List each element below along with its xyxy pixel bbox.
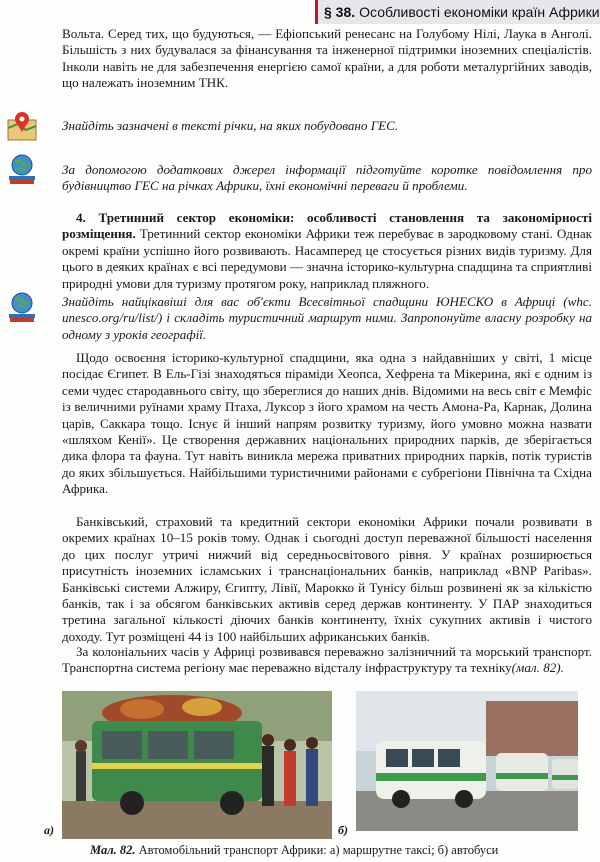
- task-unesco-route: Знайдіть найцікавіші для вас об'єкти Всесвітньої спадщини ЮНЕСКО в Африці (whc. unesco.org/ru/list/) і складіть туристичний маршрут ними. Запропонуйте власну розробку на одному з уроків географії.: [62, 294, 592, 342]
- section-4: [62, 210, 592, 292]
- photo-b-label: б): [338, 823, 348, 837]
- globe-books-icon: [6, 290, 40, 324]
- paragraph-banking: Банківський, страховий та кредитний сектори економіки Африки почали розвивати в окремих країнах 10–15 років тому. Однак і сьогодні доступ переважної більшості населення до цих послуг утричі нижчий від середньосвітового рівня. У країнах розширюється присутність іноземних ісламських і транснаціональних банків, наприклад «BNP Paribas». Банківські системи Алжиру, Єгипту, Лівії, Марокко й Тунісу більш розвинені як за кількістю банків, так і за обсягом банківських активів серед держав континенту. У ПАР знаходиться третина загальної кількості діючих банків континенту, їхніх сукупних активів і чистого доходу. Тут розміщені 44 із 100 найбільших африканських банків.: [62, 514, 592, 644]
- figure-reference: (мал. 82).: [511, 660, 564, 676]
- caption-text: Автомобільний транспорт Африки: а) маршрутне таксі; б) автобуси: [135, 843, 499, 857]
- figure-caption: [90, 843, 498, 858]
- section-header: [315, 0, 600, 24]
- section-4-text: Третинний сектор економіки Африки теж перебуває в зародковому стані. Однак окремі країни успішно його розвивають. Насамперед це стосується різних видів туризму. Для цього в деяких країнах є всі передумови — значна історико-культурна спадщина та сприятливі природні умови для туризму протягом року, наприклад пляжного.: [62, 226, 592, 291]
- paragraph-transport: За колоніальних часів у Африці розвивався переважно залізничний та морський транспорт. Транспортна система регіону має переважно відсталу інфраструктуру та техніку(мал. 82).: [62, 644, 592, 676]
- section-title: Особливості економіки країн Африки: [359, 4, 600, 20]
- globe-books-icon: [6, 152, 40, 186]
- photo-minibus-taxi: [62, 691, 332, 839]
- task-hpp-report: За допомогою додаткових джерел інформації підготуйте коротке повідомлення про будівництво ГЕС на річках Африки, їхні економічні переваги й проблеми.: [62, 162, 592, 194]
- paragraph-top: Вольта. Серед тих, що будуються, — Ефіопський ренесанс на Голубому Нілі, Лаука в Анголі. Більшість з них будувалася за фінансування та інженерної підтримки іноземних спеціалістів. Інколи навіть не для забезпечення енергією самої країни, а для роботи металургійних заводів, що належать іноземним ТНК.: [62, 26, 592, 91]
- caption-label: Мал. 82.: [90, 843, 136, 857]
- map-pin-icon: [6, 110, 40, 144]
- section-number: § 38.: [324, 4, 356, 20]
- section-4-heading: 4. Третинний сектор економіки: особливості становлення та закономірності розміщення.: [62, 210, 592, 242]
- task-find-rivers: Знайдіть зазначені в тексті річки, на яких побудовано ГЕС.: [62, 118, 399, 133]
- paragraph-tourism: Щодо освоєння історико-культурної спадщини, яка одна з найдавніших у світі, 1 місце посідає Єгипет. В Ель-Гізі знаходяться піраміди Хеопса, Хефрена та Мікерина, які є одним із семи чудес стародавнього світу, що збереглися до наших днів. Відомими на весь світ є Мемфіс із величними руїнами храму Птаха, Луксор з його храмом на честь Амона-Ра, Карнак, Долина царів, Саккара тощо. Існує й інший напрям розвитку туризму, його умовно можна назвати «шляхом Кенії». Це створення державних національних природних парків, де зберігається дика флора та фауна. Тут навіть виникла мережа приватних природних парків, потік туристів до яких збільшується. Найбільшими туристичними районами є субрегіони Північна та Східна Африка.: [62, 350, 592, 497]
- photo-a-label: а): [44, 823, 54, 837]
- photo-buses: [356, 691, 578, 831]
